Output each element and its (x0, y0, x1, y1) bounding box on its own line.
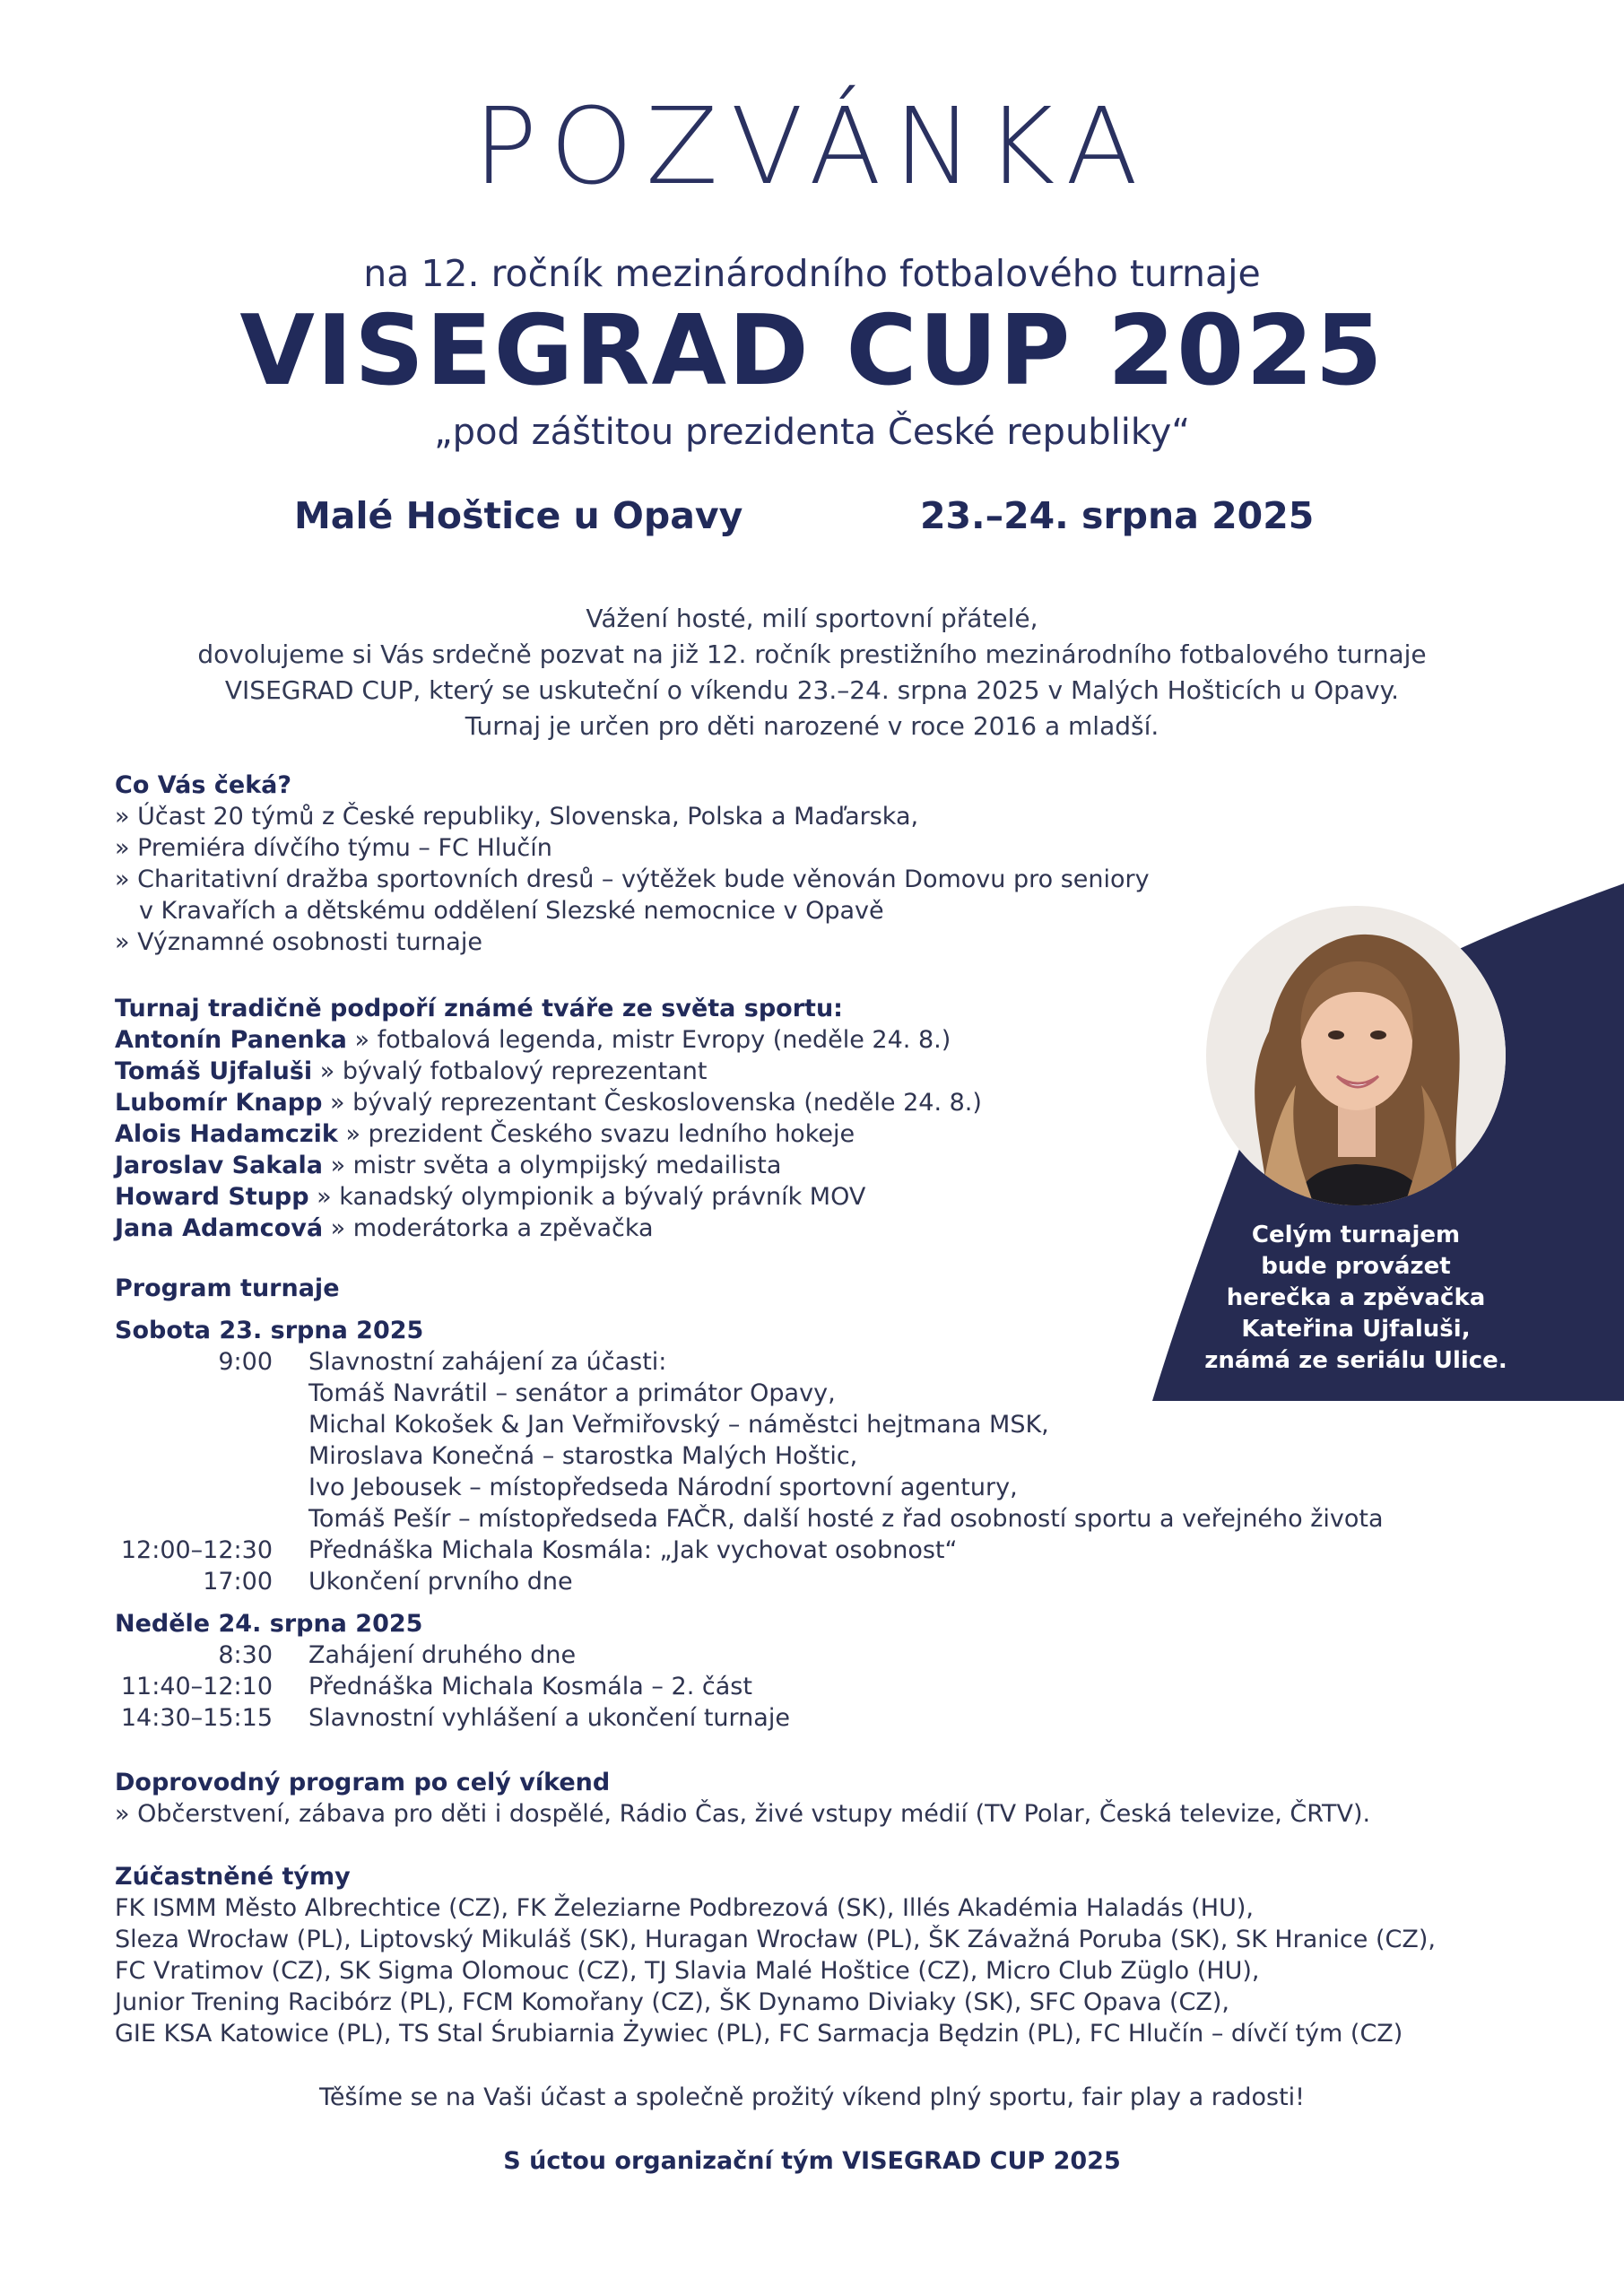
person-name: Antonín Panenka (115, 1026, 347, 1054)
extra-text: » Občerstvení, zábava pro děti i dospělé, Rádio Čas, živé vstupy médií (TV Polar, Česká televize, ČRTV). (115, 1800, 1371, 1828)
guest-line: Miroslava Konečná – starostka Malých Hoštic, (308, 1442, 858, 1470)
program-row (115, 1671, 1514, 1702)
person-desc: » bývalý reprezentant Československa (neděle 24. 8.) (322, 1089, 982, 1117)
list-item: » Účast 20 týmů z České republiky, Slovenska, Polska a Maďarska, (115, 803, 919, 831)
program-event: Přednáška Michala Kosmála – 2. část (308, 1673, 752, 1700)
program-time: 12:00–12:30 (120, 1536, 273, 1564)
what-awaits-section (115, 770, 1281, 958)
intro-line: VISEGRAD CUP, který se uskuteční o víkendu 23.–24. srpna 2025 v Malých Hošticích u Opavy. (224, 675, 1400, 705)
teams-line: Sleza Wrocław (PL), Liptovský Mikuláš (SK), Huragan Wrocław (PL), ŠK Závažná Poruba (SK), SK Hranice (CZ), (115, 1926, 1436, 1953)
program-row (115, 1535, 1514, 1566)
program-time: 9:00 (218, 1348, 273, 1376)
person-name: Jaroslav Sakala (115, 1152, 323, 1179)
caption-line: bude provázet (1261, 1253, 1451, 1280)
cup-name: VISEGRAD CUP 2025 (239, 295, 1385, 407)
person-desc: » prezident Českého svazu ledního hokeje (337, 1120, 855, 1148)
person-row (115, 1118, 1191, 1150)
person-row (115, 1056, 1191, 1087)
teams-section (115, 1861, 1514, 2049)
section-heading: Doprovodný program po celý víkend (115, 1769, 611, 1796)
person-desc: » moderátorka a zpěvačka (323, 1214, 654, 1242)
program-row (115, 1702, 1514, 1734)
person-row (115, 1087, 1191, 1118)
event-dates: 23.–24. srpna 2025 (920, 494, 1315, 537)
person-desc: » mistr světa a olympijský medailista (323, 1152, 782, 1179)
day-heading: Sobota 23. srpna 2025 (115, 1317, 424, 1344)
page-title: POZVÁNKA (473, 84, 1151, 208)
program-time: 14:30–15:15 (120, 1704, 273, 1732)
program-row (115, 1639, 1514, 1671)
teams-line: FK ISMM Město Albrechtice (CZ), FK Železiarne Podbrezová (SK), Illés Akadémia Haladás (HU), (115, 1894, 1254, 1922)
intro-line: dovolujeme si Vás srdečně pozvat na již 12. ročník prestižního mezinárodního fotbalového turnaje (197, 639, 1427, 669)
program-event: Zahájení druhého dne (308, 1641, 577, 1669)
caption-line: Celým turnajem (1251, 1222, 1461, 1248)
section-heading: Zúčastněné týmy (115, 1863, 351, 1891)
patronage-line: „pod záštitou prezidenta České republiky“ (433, 412, 1191, 453)
teams-line: Junior Trening Racibórz (PL), FCM Komořany (CZ), ŠK Dynamo Diviaky (SK), SFC Opava (CZ), (115, 1988, 1230, 2016)
signature: S úctou organizační tým VISEGRAD CUP 2025 (503, 2147, 1121, 2175)
program-time: 8:30 (218, 1641, 273, 1669)
program-row (115, 1346, 1514, 1378)
person-desc: » bývalý fotbalový reprezentant (312, 1057, 708, 1085)
program-time: 17:00 (203, 1568, 273, 1596)
list-item: » Premiéra dívčího týmu – FC Hlučín (115, 834, 552, 862)
person-name: Jana Adamcová (115, 1214, 324, 1242)
person-name: Howard Stupp (115, 1183, 309, 1211)
person-name: Alois Hadamczik (115, 1120, 338, 1148)
caption-line: herečka a zpěvačka (1226, 1284, 1486, 1311)
program-event: Ukončení prvního dne (308, 1568, 573, 1596)
program-row (115, 1566, 1514, 1597)
caption-line: Kateřina Ujfaluši, (1241, 1316, 1471, 1343)
list-item-continuation: v Kravařích a dětskému oddělení Slezské nemocnice v Opavě (139, 897, 884, 925)
event-place: Malé Hoštice u Opavy (294, 494, 743, 537)
famous-faces-section (115, 993, 1191, 1244)
program-section (115, 1273, 1514, 1734)
person-name: Tomáš Ujfaluši (115, 1057, 313, 1085)
intro-paragraph (0, 601, 1624, 744)
guest-line: Tomáš Navrátil – senátor a primátor Opavy, (308, 1379, 836, 1407)
program-event: Slavnostní vyhlášení a ukončení turnaje (308, 1704, 790, 1732)
person-row (115, 1213, 1191, 1244)
closing-line: Těšíme se na Vaši účast a společně prožitý víkend plný sportu, fair play a radosti! (319, 2083, 1305, 2111)
section-heading: Program turnaje (115, 1274, 340, 1302)
guest-line: Ivo Jebousek – místopředseda Národní sportovní agentury, (308, 1474, 1018, 1501)
list-item: » Charitativní dražba sportovních dresů – výtěžek bude věnován Domovu pro seniory (115, 865, 1150, 893)
intro-line: Turnaj je určen pro děti narozené v roce 2016 a mladší. (465, 711, 1159, 741)
guest-line: Tomáš Pešír – místopředseda FAČR, další hosté z řad osobností sportu a veřejného života (308, 1505, 1384, 1533)
day-heading: Neděle 24. srpna 2025 (115, 1610, 423, 1638)
list-item: » Významné osobnosti turnaje (115, 928, 482, 956)
person-desc: » kanadský olympionik a bývalý právník MOV (308, 1183, 866, 1211)
teams-line: FC Vratimov (CZ), SK Sigma Olomouc (CZ), TJ Slavia Malé Hoštice (CZ), Micro Club Züglo (HU), (115, 1957, 1260, 1985)
person-row (115, 1024, 1191, 1056)
caption-line: známá ze seriálu Ulice. (1204, 1347, 1507, 1374)
person-name: Lubomír Knapp (115, 1089, 323, 1117)
event-subtitle: na 12. ročník mezinárodního fotbalového turnaje (363, 252, 1261, 295)
program-time: 11:40–12:10 (120, 1673, 273, 1700)
accompanying-program-section (115, 1767, 1514, 1830)
section-heading: Turnaj tradičně podpoří známé tváře ze světa sportu: (115, 995, 843, 1022)
guest-line: Michal Kokošek & Jan Veřmiřovský – náměstci hejtmana MSK, (308, 1411, 1049, 1439)
intro-line: Vážení hosté, milí sportovní přátelé, (586, 604, 1038, 633)
person-row (115, 1181, 1191, 1213)
person-row (115, 1150, 1191, 1181)
program-event: Přednáška Michala Kosmála: „Jak vychovat osobnost“ (308, 1536, 958, 1564)
section-heading: Co Vás čeká? (115, 771, 292, 799)
teams-line: GIE KSA Katowice (PL), TS Stal Śrubiarnia Żywiec (PL), FC Sarmacja Będzin (PL), FC Hlučín – dívčí tým (CZ) (115, 2020, 1403, 2048)
program-event: Slavnostní zahájení za účasti: (308, 1348, 667, 1376)
person-desc: » fotbalová legenda, mistr Evropy (neděle 24. 8.) (346, 1026, 951, 1054)
